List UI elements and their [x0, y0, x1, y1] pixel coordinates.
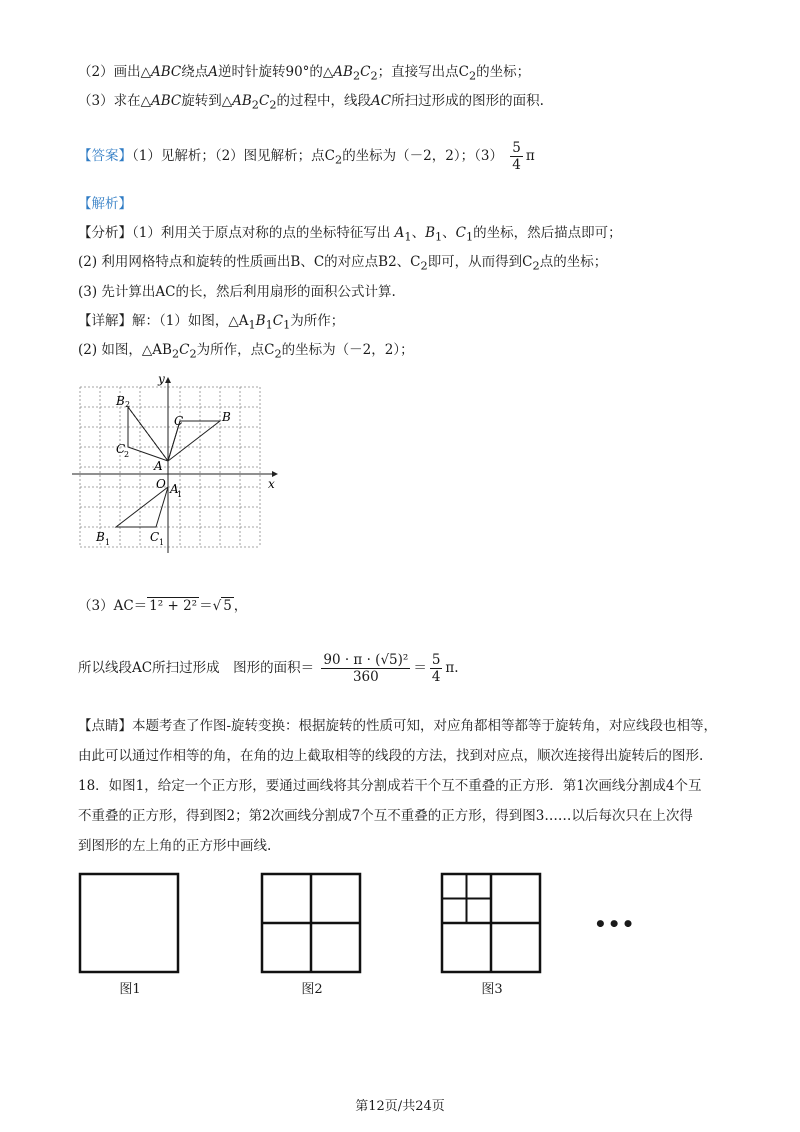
figure-2-caption: 图2 — [301, 982, 323, 997]
step-3: （3）AC＝ 1² + 2² ＝√ 5 ， — [78, 598, 248, 614]
fenxi-line-1: 【分析】（1）利用关于原点对称的点的坐标特征写出 $A_1$、$B_1$、$C_1$的坐标，然后描点即可； — [78, 225, 622, 244]
sqrt-expression: 1² + 2² — [149, 598, 198, 614]
svg-text:2: 2 — [124, 450, 130, 459]
answer-tag: 【答案】 — [78, 148, 132, 164]
label-b1: B — [96, 530, 105, 544]
figure-2-squares — [260, 872, 364, 976]
coordinate-grid-figure — [72, 375, 282, 555]
label-y: y — [158, 375, 165, 386]
fenxi-line-3: (3) 先计算出AC的长，然后利用扇形的面积公式计算. — [78, 284, 396, 300]
page-footer: 第12页/共24页 — [355, 1099, 445, 1114]
q18-line-2: 不重叠的正方形，得到图2；第2次画线分割成7个互不重叠的正方形，得到图3……以后每次只在上次得 — [78, 808, 693, 824]
figure-1-caption: 图1 — [119, 982, 141, 997]
label-c: C — [174, 414, 184, 428]
label-o: O — [156, 477, 166, 491]
label-b: B — [222, 410, 231, 424]
label-a: A — [154, 459, 163, 473]
svg-text:1: 1 — [105, 538, 111, 547]
figure-3-squares — [440, 872, 544, 976]
ellipsis-dots: ••• — [594, 912, 636, 936]
answer-fraction: $\frac{5}{4}$ — [512, 140, 521, 173]
q18-line-3: 到图形的左上角的正方形中画线. — [78, 838, 272, 854]
fenxi-line-2: (2) 利用网格特点和旋转的性质画出B、C的对应点B2、$C_2$即可，从而得到$C_2$点的坐标； — [78, 254, 608, 273]
dianjing-line-1: 【点睛】本题考查了作图-旋转变换：根据旋转的性质可知，对应角都相等都等于旋转角，对应线段也相等， — [78, 718, 718, 734]
label-b2: B — [116, 394, 125, 408]
area-fraction: $\frac{\text{90 · π · (√5)²}}{360}$ — [323, 652, 409, 685]
area-formula: 所以线段AC所扫过形成 图形的面积＝ $\frac{\text{90 · π · (√5)²}}{360}$ ＝ $\frac{5}{4}$ π. — [78, 652, 459, 685]
question-3: （3）求在△ABC旋转到$\triangle AB_2C_2$的过程中，线段AC所扫过形成的图形的面积. — [78, 93, 544, 112]
xiangjie-line-2: (2) 如图，$\triangle AB_2C_2$为所作，点$C_2$的坐标为（－2，2）； — [78, 342, 414, 361]
svg-text:1: 1 — [177, 490, 183, 499]
label-x: x — [268, 477, 275, 491]
label-c2: C — [116, 442, 126, 456]
label-a1: A — [170, 482, 179, 496]
xiangjie-line-1: 【详解】解：（1）如图，$\triangle A_1B_1C_1$为所作； — [78, 313, 345, 332]
dianjing-line-2: 由此可以通过作相等的角，在角的边上截取相等的线段的方法，找到对应点，顺次连接得出旋转后的图形. — [78, 748, 704, 764]
area-result-fraction: $\frac{5}{4}$ — [431, 652, 441, 685]
svg-text:2: 2 — [125, 400, 131, 409]
label-c1: C — [150, 530, 160, 544]
answer-line: 【答案】（1）见解析；（2）图见解析；点$C_2$的坐标为（－2，2）；（3） $\frac{5}{4}$ π — [78, 140, 535, 173]
figure-1-square — [78, 872, 182, 976]
question-2: （2）画出△ABC绕点A逆时针旋转90°的$\triangle AB_2C_2$；直接写出点$C_2$的坐标； — [78, 64, 531, 83]
svg-text:1: 1 — [159, 538, 165, 547]
figure-3-caption: 图3 — [481, 982, 503, 997]
q18-line-1: 18．如图1，给定一个正方形，要通过画线将其分割成若干个互不重叠的正方形．第1次画线分割成4个互 — [78, 778, 702, 794]
jiexi-tag: 【解析】 — [78, 196, 132, 212]
